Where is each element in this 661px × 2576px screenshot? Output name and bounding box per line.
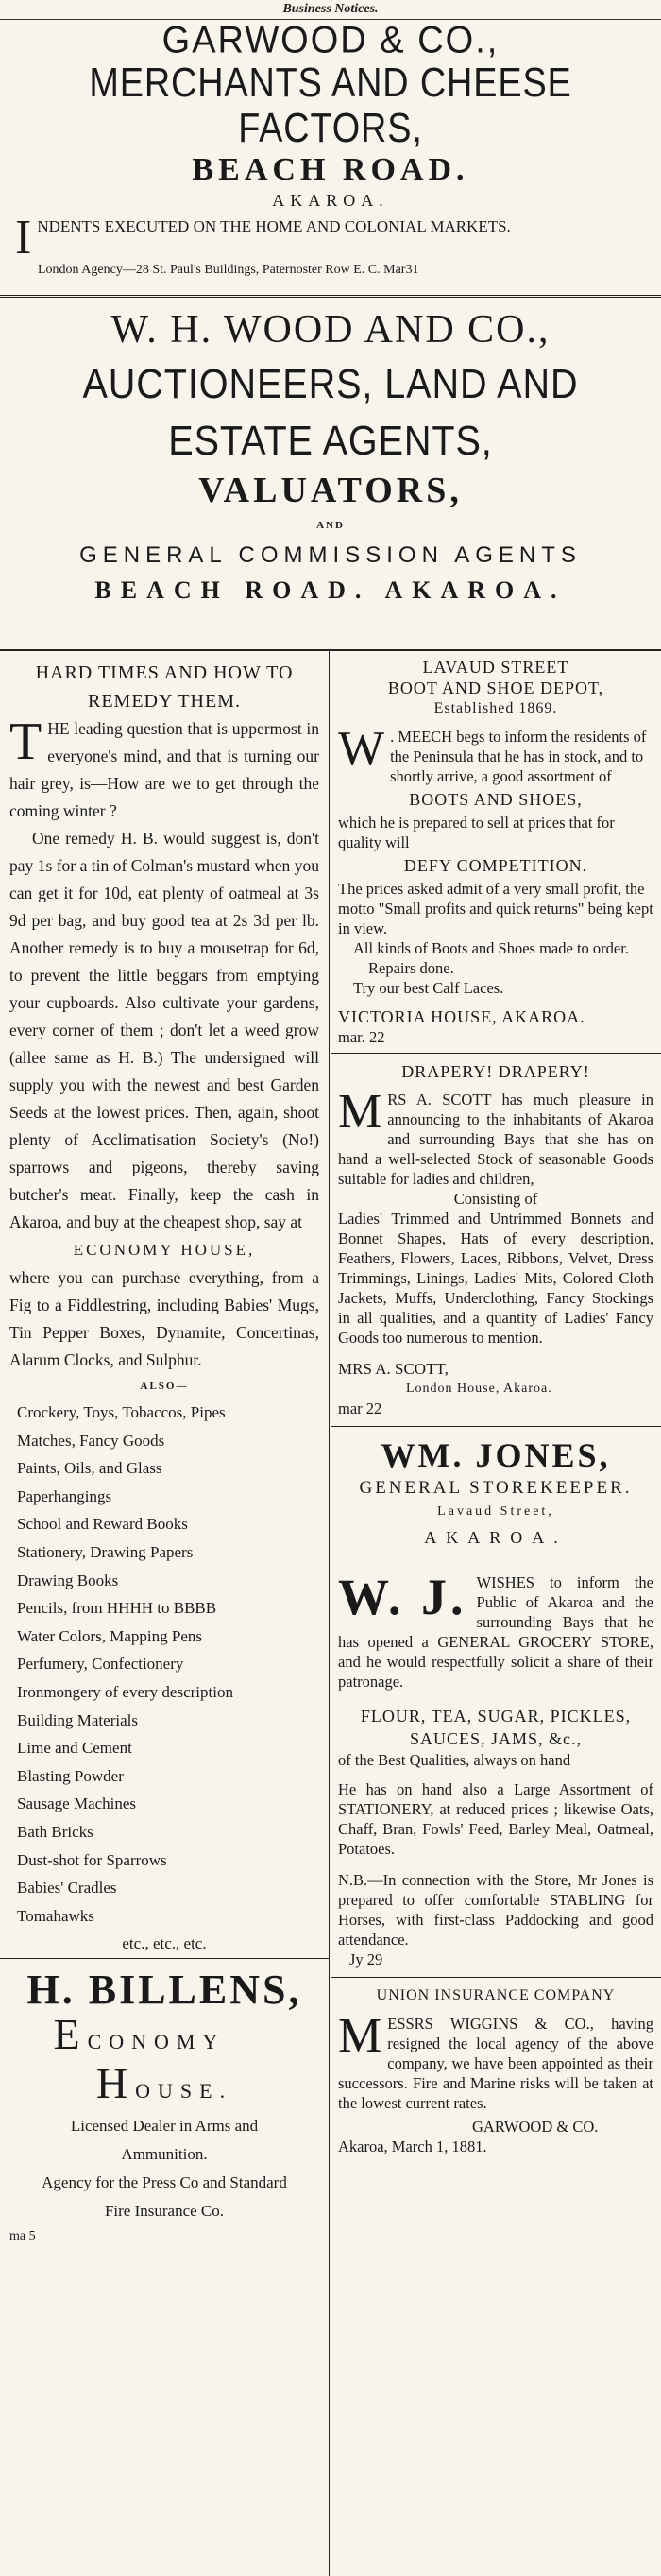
union-p1: ESSRS WIGGINS & CO., having resigned the local agency of the above company, we have been appointed as their successors. Fire and Marine risks will be taken at the lowest current rates. — [338, 2015, 653, 2112]
drop-cap: M — [338, 1085, 382, 1139]
union-date: Akaroa, March 1, 1881. — [338, 2138, 487, 2155]
wood-advert — [0, 295, 661, 615]
list-item: Babies' Cradles — [17, 1879, 117, 1898]
billens-line3: Agency for the Press Co and Standard — [42, 2173, 287, 2192]
jones-title: GENERAL STOREKEEPER. — [359, 1478, 633, 1498]
billens-name: H. BILLENS, — [0, 1958, 329, 2014]
billens-date: ma 5 — [9, 2229, 36, 2244]
scott-date: mar 22 — [338, 1400, 382, 1417]
union-p1-wrap — [330, 2006, 661, 2113]
meech-p2: which he is prepared to sell at prices that for quality will — [338, 814, 615, 851]
wood-road: BEACH ROAD. AKAROA. — [94, 576, 567, 604]
scott-advert — [330, 1054, 661, 1427]
garwood-title: GARWOOD & CO., — [161, 19, 500, 62]
list-item: Ironmongery of every description — [17, 1682, 233, 1701]
wood-title: W. H. WOOD AND CO., — [110, 308, 551, 352]
meech-advert — [330, 651, 661, 1054]
right-column — [330, 651, 661, 2576]
p1-text: HE leading question that is uppermost in everyone's mind, and that is turning our hair grey, is—How are we to get through the coming winter ? — [9, 719, 319, 820]
drop-cap: I — [15, 211, 32, 265]
garwood-london: London Agency—28 St. Paul's Buildings, Paternoster Row E. C. Mar31 — [38, 263, 419, 277]
list-item: Stationery, Drawing Papers — [17, 1542, 194, 1561]
list-item: Tomahawks — [17, 1906, 94, 1925]
list-item: Paperhangings — [17, 1486, 112, 1505]
jones-date: Jy 29 — [349, 1950, 383, 1968]
business-notices-header: Business Notices. — [0, 0, 661, 20]
meech-p6: Try our best Calf Laces. — [353, 979, 504, 997]
scott-consisting: Consisting of — [453, 1190, 538, 1208]
list-item: Water Colors, Mapping Pens — [17, 1626, 202, 1645]
meech-p1-wrap — [330, 719, 661, 786]
list-item: Dust-shot for Sparrows — [17, 1850, 167, 1869]
meech-h2: BOOT AND SHOE DEPOT, — [387, 678, 604, 697]
meech-p1: . MEECH begs to inform the residents of the Peninsula that he has in stock, and to shortly arrive, a good assortment of — [390, 728, 647, 785]
defy-competition: DEFY COMPETITION. — [403, 856, 588, 875]
list-item: Matches, Fancy Goods — [17, 1431, 165, 1450]
list-item: School and Reward Books — [17, 1515, 188, 1534]
hard-times-p3: where you can purchase everything, from a Fig to a Fiddlestring, including Babies' Mugs, Tin Pepper Boxes, Dynamite, Concertinas, Alarum Clocks, and Sulphur. — [9, 1268, 319, 1369]
jones-qualities: of the Best Qualities, always on hand — [338, 1751, 571, 1769]
cap-e: E — [53, 2010, 88, 2059]
scott-p2: Ladies' Trimmed and Untrimmed Bonnets and Bonnet Shapes, Hats of every description, Feathers, Flowers, Laces, Ribbons, Velvet, Dress Trimmings, Linings, Ladies' Mits, Colored Cloth Jackets, Muffs, Underclothing, Fancy Stockings in all qualities, and a quantity of Ladies' Fancy Goods too numerous to mention. — [338, 1210, 653, 1347]
list-item: Bath Bricks — [17, 1822, 93, 1841]
garwood-subtitle: MERCHANTS AND CHEESE FACTORS, — [89, 60, 572, 151]
drop-cap: W. J. — [338, 1569, 467, 1625]
list-item: Sausage Machines — [17, 1795, 137, 1813]
jones-advert — [330, 1427, 661, 1978]
victoria-house: VICTORIA HOUSE, AKAROA. — [338, 1007, 585, 1026]
union-heading: UNION INSURANCE COMPANY — [376, 1987, 616, 2003]
etc-line: etc., etc., etc. — [122, 1934, 207, 1953]
cap-h: H — [95, 2059, 136, 2108]
list-item: Paints, Oils, and Glass — [17, 1459, 162, 1478]
jones-nb: N.B.—In connection with the Store, Mr Jones is prepared to offer comfortable STABLING for Horses, with first-class Paddocking and good attendance. — [338, 1871, 653, 1949]
meech-h3: Established 1869. — [433, 700, 558, 716]
wood-commission: GENERAL COMMISSION AGENTS — [79, 542, 582, 568]
meech-date: mar. 22 — [338, 1028, 385, 1046]
list-item: Drawing Books — [17, 1571, 119, 1589]
wood-valuators: VALUATORS, — [198, 471, 463, 510]
indents-text: NDENTS EXECUTED ON THE HOME AND COLONIAL MARKETS. — [37, 217, 511, 235]
wood-auctioneers: AUCTIONEERS, LAND AND ESTATE AGENTS, — [82, 361, 579, 464]
meech-p4: All kinds of Boots and Shoes made to order. — [353, 939, 629, 957]
union-sig: GARWOOD & CO. — [472, 2118, 599, 2136]
also-label: ALSO— — [140, 1381, 189, 1392]
columns — [0, 649, 661, 2576]
meech-p5: Repairs done. — [368, 959, 454, 977]
left-column — [0, 651, 330, 2576]
garwood-indents — [0, 211, 661, 265]
hard-times-body — [0, 715, 329, 1236]
billens-line4: Fire Insurance Co. — [104, 2202, 225, 2221]
meech-h1: LAVAUD STREET — [422, 658, 569, 677]
scott-sig: MRS A. SCOTT, — [338, 1360, 449, 1378]
drop-cap: W — [338, 722, 385, 776]
boots-and-shoes: BOOTS AND SHOES, — [409, 790, 583, 809]
hard-times-p3-wrap — [0, 1264, 329, 1374]
garwood-road: BEACH ROAD. — [192, 152, 469, 187]
goods-list — [0, 1399, 329, 1930]
jones-p1-wrap — [330, 1552, 661, 1692]
union-advert — [330, 1978, 661, 2156]
jones-p1: WISHES to inform the Public of Akaroa and the surrounding Bays that he has opened a GENERAL GROCERY STORE, and he would respectfully solicit a share of their patronage. — [338, 1573, 653, 1691]
jones-name: WM. JONES, — [381, 1436, 611, 1474]
billens-economy-house — [0, 2010, 329, 2112]
garwood-town: AKAROA. — [272, 191, 389, 210]
scott-london: London House, Akaroa. — [406, 1382, 552, 1396]
billens-line2: Ammunition. — [121, 2145, 208, 2164]
billens-line1: Licensed Dealer in Arms and — [70, 2117, 259, 2136]
jones-street: Lavaud Street, — [437, 1504, 554, 1519]
drop-cap: M — [338, 2009, 382, 2063]
scott-heading: DRAPERY! DRAPERY! — [401, 1062, 590, 1081]
scott-p1: RS A. SCOTT has much pleasure in announcing to the inhabitants of Akaroa and surrounding Bays that she has on hand a well-selected Stock of seasonable Goods suitable for ladies and children, — [338, 1091, 653, 1188]
scott-p1-wrap — [330, 1082, 661, 1189]
economy-word: CONOMY — [87, 2030, 225, 2054]
hard-times-p1 — [9, 715, 319, 825]
list-item: Crockery, Toys, Tobaccos, Pipes — [17, 1403, 226, 1421]
jones-town: AKAROA. — [424, 1528, 568, 1547]
wood-and: AND — [316, 520, 345, 531]
hard-times-heading: HARD TIMES AND HOW TO REMEDY THEM. — [35, 662, 294, 712]
hard-times-p2: One remedy H. B. would suggest is, don't pay 1s for a tin of Colman's mustard when you can get it for 10d, eat plenty of oatmeal at 3s 9d per bag, and buy good tea at 2s 3d per lb. Another remedy is to buy a mousetrap for 6d, to prevent the little beggars from emptying your cupboards. Also cultivate your gardens, every corner of them ; don't let a weed grow (allee same as H. B.) The undersigned will supply you with the newest and best Garden Seeds at the lowest prices. Then, again, shoot plenty of Acclimatisation Society's (No!) sparrows and pigeons, thereby saving butcher's meat. Finally, keep the cash in Akaroa, and buy at the cheapest shop, say at — [9, 829, 319, 1231]
jones-p2: He has on hand also a Large Assortment of STATIONERY, at reduced prices ; likewise Oats, Chaff, Bran, Fowls' Feed, Barley Meal, Oatmeal, Potatoes. — [338, 1780, 653, 1858]
list-item: Perfumery, Confectionery — [17, 1655, 184, 1674]
list-item: Pencils, from HHHH to BBBB — [17, 1599, 217, 1618]
economy-house-label: ECONOMY HOUSE, — [73, 1241, 256, 1259]
list-item: Blasting Powder — [17, 1766, 124, 1785]
meech-p3: The prices asked admit of a very small profit, the motto "Small profits and quick returns" being kept in view. — [338, 880, 653, 937]
list-item: Lime and Cement — [17, 1739, 132, 1758]
list-item: Building Materials — [17, 1710, 138, 1729]
house-word: OUSE. — [135, 2079, 233, 2104]
garwood-advert — [0, 21, 661, 283]
drop-cap: T — [9, 713, 42, 771]
jones-flour: FLOUR, TEA, SUGAR, PICKLES, SAUCES, JAMS, &c., — [360, 1707, 632, 1748]
